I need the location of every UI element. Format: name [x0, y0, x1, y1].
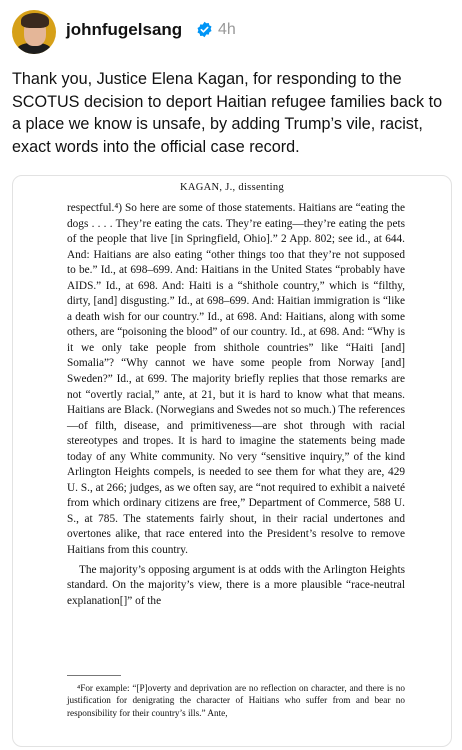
post-timestamp[interactable]: 4h	[218, 21, 236, 38]
verified-badge-icon	[196, 21, 213, 38]
avatar[interactable]	[12, 10, 56, 54]
avatar-hair	[21, 13, 49, 28]
post-header	[0, 0, 462, 60]
post-caption: Thank you, Justice Elena Kagan, for responding to the SCOTUS decision to deport Haitian refugee families back to a place we know is unsafe, by adding Trump’s vile, racist, exact words into the official case record.	[12, 70, 443, 156]
username-link[interactable]: johnfugelsang	[66, 20, 183, 39]
document-footnote: ⁴For example: “[P]overty and deprivation are no reflection on character, and there is no justification for denigrating the character of Haitians who suffer from and bear no responsibility for their country’s ills.” Ante,	[67, 683, 405, 718]
document-paragraph: The majority’s opposing argument is at odds with the Arlington Heights standard. On the majority’s view, there is a more plausible “race-neutral explanation[]” of the	[67, 563, 405, 607]
document-running-header: KAGAN, J., dissenting	[179, 182, 284, 193]
document-paragraph: respectful.⁴) So here are some of those statements. Haitians are “eating the dogs . . . . They’re eating the cats. They’re eating—they’re eating the pets of the people that live [in Springfield, Ohio].” 2 App. 802; see id., at 644. And: Haitians are also eating “other things too that they’re not supposed to be.” Id., at 698–699. And: Haitians in the United States “probably have AIDS.” Id., at 698. And: Haiti is a “shithole country,” which is “filthy, dirty, [and] disgusting.” Id., at 698–699. And: Haitian immigration is “like a death wish for our country.” Id., at 698. And: Haitians, along with some others, are “poisoning the blood” of our country. Id., at 698. And: “Why is it we only take people from shithole countries” like “Haiti [and] Somalia”? “Why cannot we have some people from Norway [and] Sweden?” Id., at 699. The majority briefly replies that those remarks are not “overtly racial,” ante, at 21, but it is hard to know what that means. Haitians are Black. (Norwegians and Swedes not so much.) The references—of filth, disease, and primitiveness—are shot through with racial stereotypes and tropes. It is hard to imagine the statements being made today of any White community. No very “sensitive inquiry,” of the kind Arlington Heights compels, is needed to see them for what they are, 429 U. S., at 266; judges, as we often say, are “not required to exhibit a naiveté from which ordinary citizens are free,” Department of Commerce, 588 U. S., at 785. The statements fairly shout, in their racial undertones and overtones alike, that race entered into the President’s resolve to remove Haitians from this country.	[67, 202, 405, 557]
document-body	[67, 201, 405, 609]
footnote-divider	[67, 675, 121, 676]
post-image[interactable]	[12, 175, 452, 747]
